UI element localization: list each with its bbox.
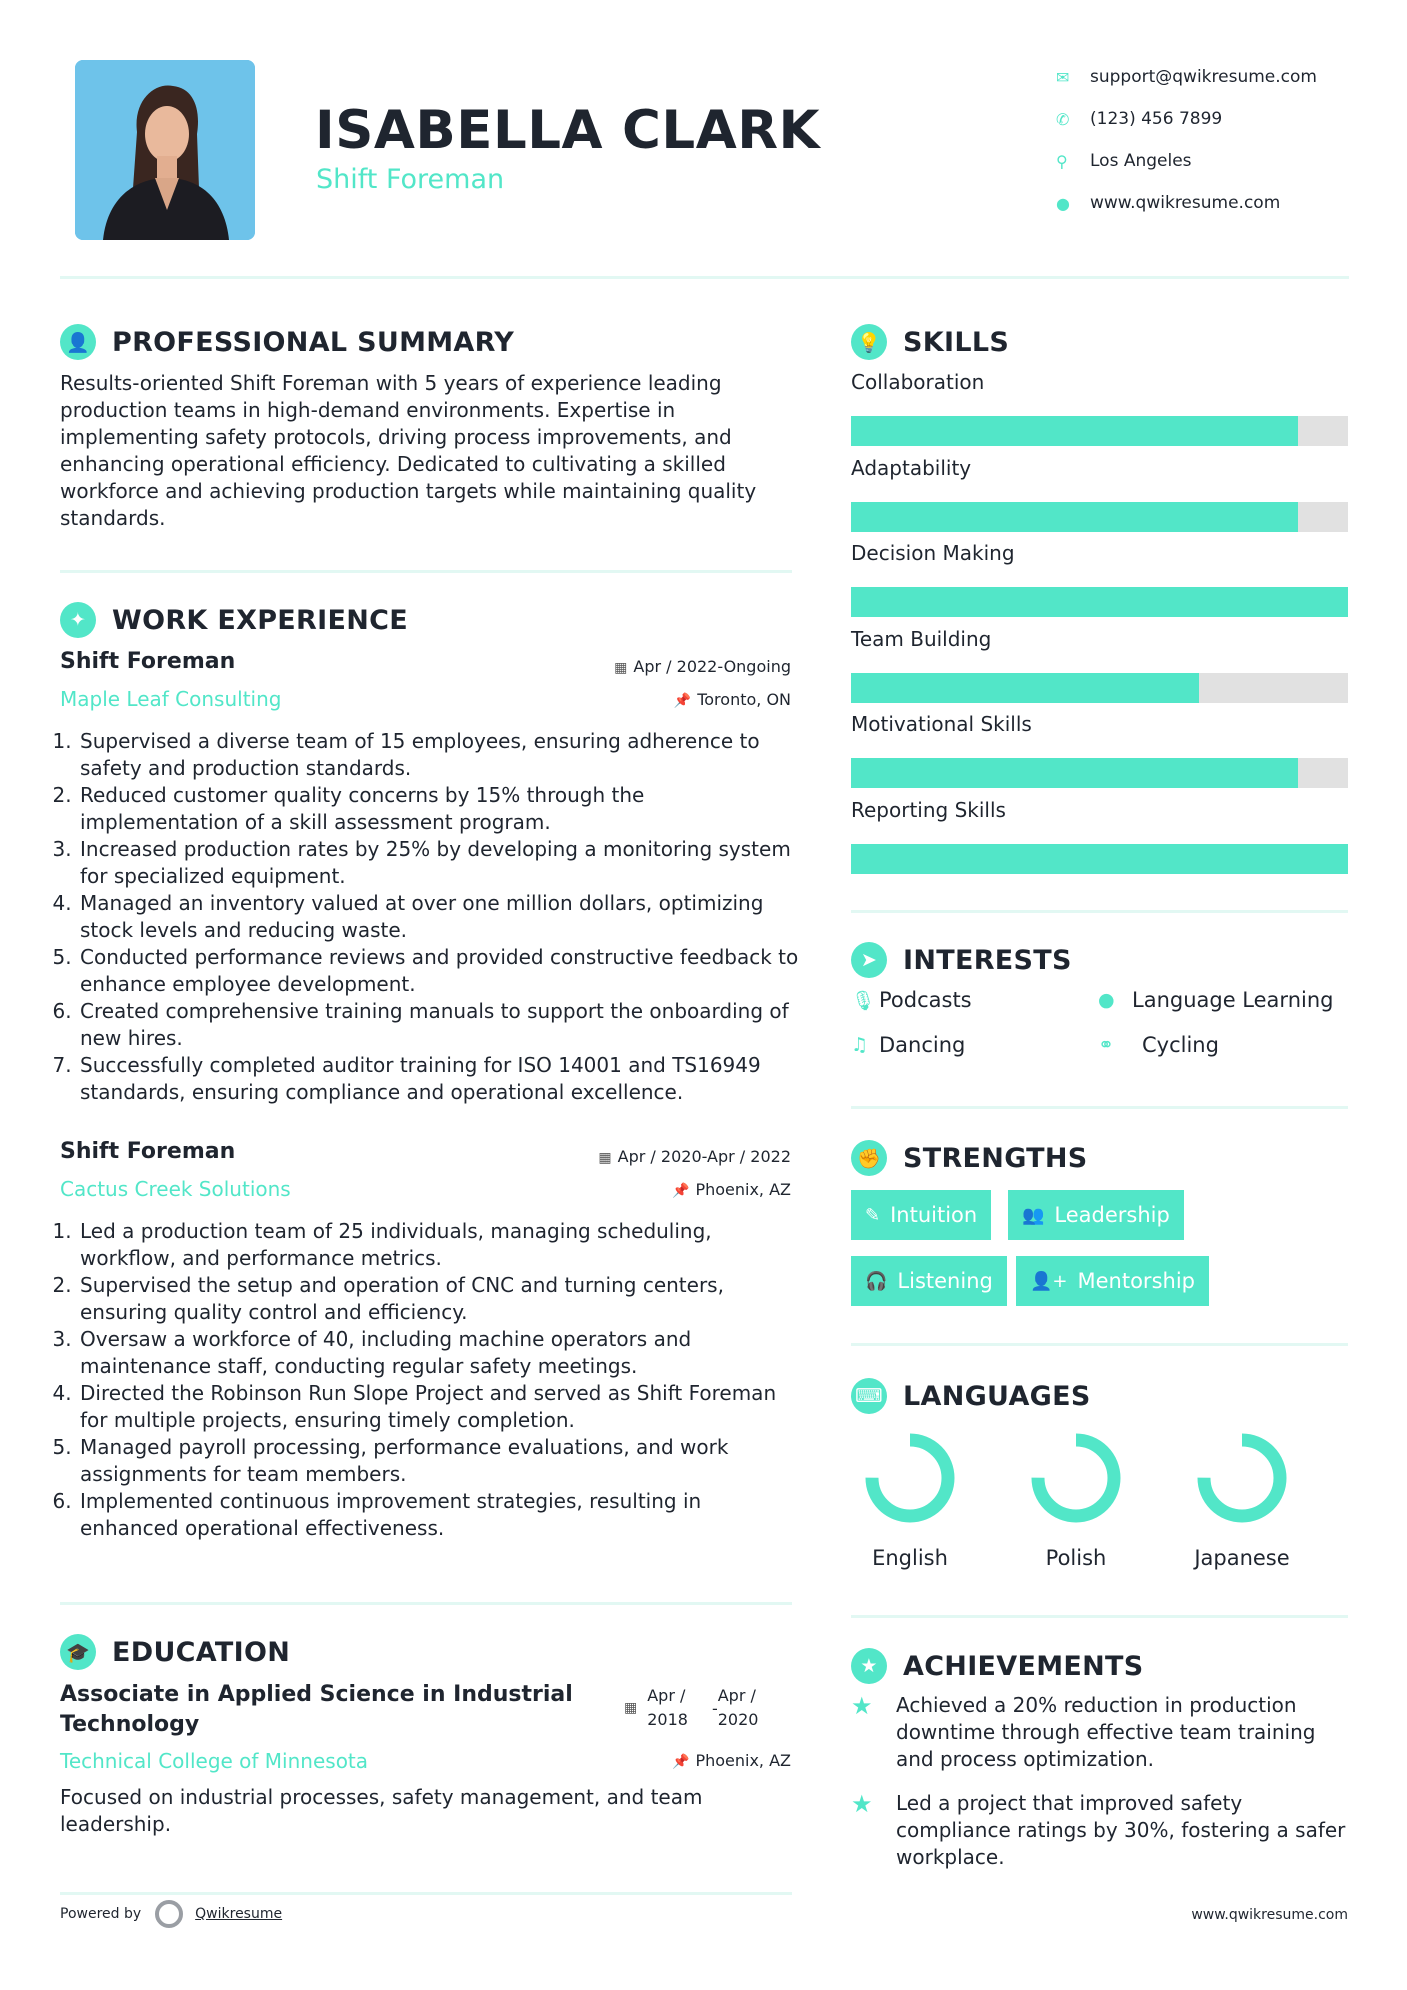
pin-icon: 📌 (672, 1754, 690, 1770)
skill-label: Adaptability (851, 455, 972, 480)
strength-label: Leadership (1054, 1203, 1170, 1227)
job-2-location (672, 1180, 791, 1199)
skill-bar-track (851, 416, 1348, 446)
interest-podcasts (851, 988, 972, 1012)
experience-heading (60, 602, 408, 638)
interest-label: Cycling (1142, 1033, 1219, 1057)
interest-language-learning (1098, 988, 1333, 1012)
music-note-icon: ♫ (851, 1034, 869, 1056)
job-2-date-text: Apr / 2020-Apr / 2022 (617, 1147, 791, 1166)
language-ring-arc (1204, 1440, 1280, 1516)
users-icon: 👥 (1022, 1204, 1045, 1226)
strength-label: Intuition (890, 1203, 978, 1227)
strength-tag-leadership (1008, 1190, 1184, 1240)
strengths-title: STRENGTHS (903, 1142, 1088, 1174)
achievement-text: Led a project that improved safety compliance ratings by 30%, fostering a safer workplace. (896, 1791, 1346, 1869)
interest-cycling (1098, 1033, 1219, 1057)
skill-bar-fill (851, 416, 1298, 446)
list-item: 6. Implemented continuous improvement strategies, resulting in enhanced operational effectiveness. (78, 1488, 800, 1542)
job-1-company: Maple Leaf Consulting (60, 687, 282, 711)
globe-icon: ● (1098, 989, 1115, 1011)
summary-title: PROFESSIONAL SUMMARY (112, 326, 515, 358)
bicycle-icon: ⚭ (1098, 1034, 1114, 1056)
list-item: 5. Conducted performance reviews and provided constructive feedback to enhance employee development. (78, 944, 800, 998)
list-item: 5. Managed payroll processing, performance evaluations, and work assignments for team members. (78, 1434, 800, 1488)
skill-label: Team Building (851, 626, 992, 651)
calendar-icon: ▦ (624, 1700, 638, 1716)
skill-bar-fill (851, 758, 1298, 788)
skill-item (851, 456, 1348, 532)
education-end-month: Apr / (717, 1686, 756, 1705)
language-item (1172, 1428, 1312, 1570)
languages-title: LANGUAGES (903, 1380, 1091, 1412)
list-item: 1. Supervised a diverse team of 15 employees, ensuring adherence to safety and production standards. (78, 728, 800, 782)
strength-label: Mentorship (1077, 1269, 1195, 1293)
contact-location-text: Los Angeles (1090, 151, 1192, 171)
list-item: 4. Directed the Robinson Run Slope Project and served as Shift Foreman for multiple projects, ensuring timely completion. (78, 1380, 800, 1434)
education-school: Technical College of Minnesota (60, 1749, 369, 1773)
strength-tag-mentorship (1016, 1256, 1209, 1306)
skill-bar-track (851, 844, 1348, 874)
summary-heading (60, 324, 514, 360)
experience-divider (60, 1602, 792, 1605)
education-date (624, 1684, 758, 1732)
job-1-title: Shift Foreman (60, 649, 236, 674)
footer-branding (60, 1900, 282, 1928)
education-start-year: 2018 (647, 1710, 688, 1729)
candidate-role: Shift Foreman (316, 164, 505, 195)
user-plus-icon: 👤+ (1030, 1270, 1068, 1292)
languages-divider (851, 1615, 1348, 1618)
language-label: Japanese (1194, 1546, 1290, 1570)
job-2-date (598, 1147, 791, 1166)
summary-divider (60, 570, 792, 573)
skills-heading (851, 324, 1009, 360)
education-degree: Associate in Applied Science in Industrial Technology (60, 1682, 573, 1737)
language-item (840, 1428, 980, 1570)
qwikresume-logo-icon (155, 1900, 183, 1928)
skill-label: Collaboration (851, 370, 985, 394)
skill-bar-fill (851, 502, 1298, 532)
education-heading (60, 1634, 290, 1670)
list-item: 3. Increased production rates by 25% by developing a monitoring system for specialized equipment. (78, 836, 800, 890)
envelope-icon: ✉ (1056, 67, 1070, 87)
interest-label: Dancing (879, 1033, 966, 1057)
language-ring-arc (872, 1440, 948, 1516)
shooting-star-icon: ★ (851, 1692, 873, 1720)
calendar-icon: ▦ (598, 1150, 612, 1166)
graduation-icon: 🎓 (60, 1634, 96, 1670)
paper-plane-icon: ➤ (851, 942, 887, 978)
strengths-divider (851, 1343, 1348, 1346)
language-level-ring (860, 1428, 960, 1528)
language-level-ring (1026, 1428, 1126, 1528)
language-level-ring (1192, 1428, 1292, 1528)
strength-label: Listening (897, 1269, 993, 1293)
contact-email-text: support@qwikresume.com (1090, 67, 1317, 87)
footer-brand-link[interactable]: Qwikresume (195, 1906, 283, 1922)
job-1-date-text: Apr / 2022-Ongoing (633, 657, 791, 676)
languages-heading (851, 1378, 1091, 1414)
language-item (1006, 1428, 1146, 1570)
contact-website-text: www.qwikresume.com (1090, 193, 1281, 213)
job-2-title: Shift Foreman (60, 1139, 236, 1164)
achievement-item-1 (851, 1692, 1348, 1773)
education-location-text: Phoenix, AZ (695, 1751, 791, 1770)
skill-item (851, 798, 1348, 874)
skill-item (851, 370, 1348, 446)
job-1-responsibilities (60, 728, 800, 1106)
skill-label: Decision Making (851, 541, 1015, 565)
interests-divider (851, 1106, 1348, 1109)
education-divider (60, 1892, 792, 1895)
microphone-icon: 🎙 (851, 989, 876, 1012)
achievements-heading (851, 1648, 1144, 1684)
skill-bar-track (851, 673, 1348, 703)
skill-bar-track (851, 502, 1348, 532)
pin-icon: 📌 (672, 1183, 690, 1199)
interest-label: Podcasts (879, 988, 972, 1012)
interests-title: INTERESTS (903, 944, 1072, 976)
map-pin-icon: ⚲ (1056, 151, 1068, 171)
summary-text: Results-oriented Shift Foreman with 5 years of experience leading production teams in high-demand environments. Expertise in implementing safety protocols, driving process improvements, and enhancing operational efficiency. Dedicated to cultivating a skilled workforce and achieving production targets while maintaining quality standards. (60, 371, 757, 530)
job-2-location-text: Phoenix, AZ (695, 1180, 791, 1199)
education-end-year: 2020 (717, 1710, 759, 1729)
contact-block (1056, 56, 1317, 224)
phone-icon: ✆ (1056, 109, 1070, 129)
contact-location (1056, 140, 1317, 182)
strength-tag-intuition (851, 1190, 991, 1240)
job-2-responsibilities (60, 1218, 800, 1542)
contact-phone[interactable] (1056, 98, 1317, 140)
list-item: 2. Supervised the setup and operation of CNC and turning centers, ensuring quality control and efficiency. (78, 1272, 800, 1326)
language-label: Polish (1045, 1546, 1107, 1570)
headphones-icon: 🎧 (865, 1270, 888, 1292)
list-item: 7. Successfully completed auditor training for ISO 14001 and TS16949 standards, ensuring compliance and operational excellence. (78, 1052, 800, 1106)
skill-bar-fill (851, 673, 1199, 703)
language-ring-arc (1038, 1440, 1114, 1516)
job-2-company: Cactus Creek Solutions (60, 1177, 291, 1201)
skills-divider (851, 910, 1348, 913)
lightbulb-icon: 💡 (851, 324, 887, 360)
experience-title: WORK EXPERIENCE (112, 604, 408, 636)
profile-photo (75, 60, 255, 240)
language-label: English (872, 1546, 948, 1570)
education-title: EDUCATION (112, 1636, 291, 1668)
skill-bar-track (851, 758, 1348, 788)
interest-dancing (851, 1033, 965, 1057)
user-icon: 👤 (60, 324, 96, 360)
globe-icon: ● (1056, 193, 1070, 213)
interest-label: Language Learning (1132, 988, 1334, 1012)
skill-bar-fill (851, 844, 1348, 874)
briefcase-icon: ✦ (60, 602, 96, 638)
skill-bar-fill (851, 587, 1348, 617)
skill-item (851, 541, 1348, 617)
contact-phone-text: (123) 456 7899 (1090, 109, 1223, 129)
calendar-icon: ▦ (614, 660, 628, 676)
footer-site[interactable]: www.qwikresume.com (1191, 1907, 1348, 1923)
star-badge-icon: ★ (851, 1648, 887, 1684)
job-1-date (614, 657, 791, 676)
skills-title: SKILLS (903, 326, 1010, 358)
person-silhouette-icon (75, 60, 255, 240)
education-date-dash: - (711, 1698, 718, 1718)
list-item: 1. Led a production team of 25 individuals, managing scheduling, workflow, and performance metrics. (78, 1218, 800, 1272)
skill-bar-track (851, 587, 1348, 617)
job-1-location-text: Toronto, ON (697, 690, 791, 709)
strength-tag-listening (851, 1256, 1007, 1306)
fist-icon: ✊ (851, 1140, 887, 1176)
education-location (672, 1751, 791, 1770)
magic-wand-icon: ✎ (865, 1204, 881, 1226)
education-start-month: Apr / (647, 1686, 686, 1705)
skill-label: Motivational Skills (851, 712, 1032, 736)
footer-powered-by: Powered by (60, 1906, 142, 1922)
header-divider (60, 276, 1349, 279)
achievements-title: ACHIEVEMENTS (903, 1650, 1144, 1682)
candidate-name: ISABELLA CLARK (315, 100, 821, 161)
achievement-text: Achieved a 20% reduction in production downtime through effective team training and process optimization. (896, 1693, 1316, 1771)
strengths-heading (851, 1140, 1088, 1176)
language-icon: ⌨ (851, 1378, 887, 1414)
achievement-item-2 (851, 1790, 1348, 1871)
contact-website[interactable] (1056, 182, 1317, 224)
list-item: 2. Reduced customer quality concerns by 15% through the implementation of a skill assessment program. (78, 782, 800, 836)
list-item: 6. Created comprehensive training manuals to support the onboarding of new hires. (78, 998, 800, 1052)
skill-item (851, 627, 1348, 703)
interests-heading (851, 942, 1072, 978)
job-1-location (674, 690, 791, 709)
list-item: 4. Managed an inventory valued at over one million dollars, optimizing stock levels and reducing waste. (78, 890, 800, 944)
pin-icon: 📌 (673, 693, 692, 709)
list-item: 3. Oversaw a workforce of 40, including machine operators and maintenance staff, conducting regular safety meetings. (78, 1326, 800, 1380)
education-text: Focused on industrial processes, safety management, and team leadership. (60, 1785, 703, 1836)
skill-item (851, 712, 1348, 788)
contact-email[interactable] (1056, 56, 1317, 98)
shooting-star-icon: ★ (851, 1790, 873, 1818)
skill-label: Reporting Skills (851, 797, 1006, 822)
